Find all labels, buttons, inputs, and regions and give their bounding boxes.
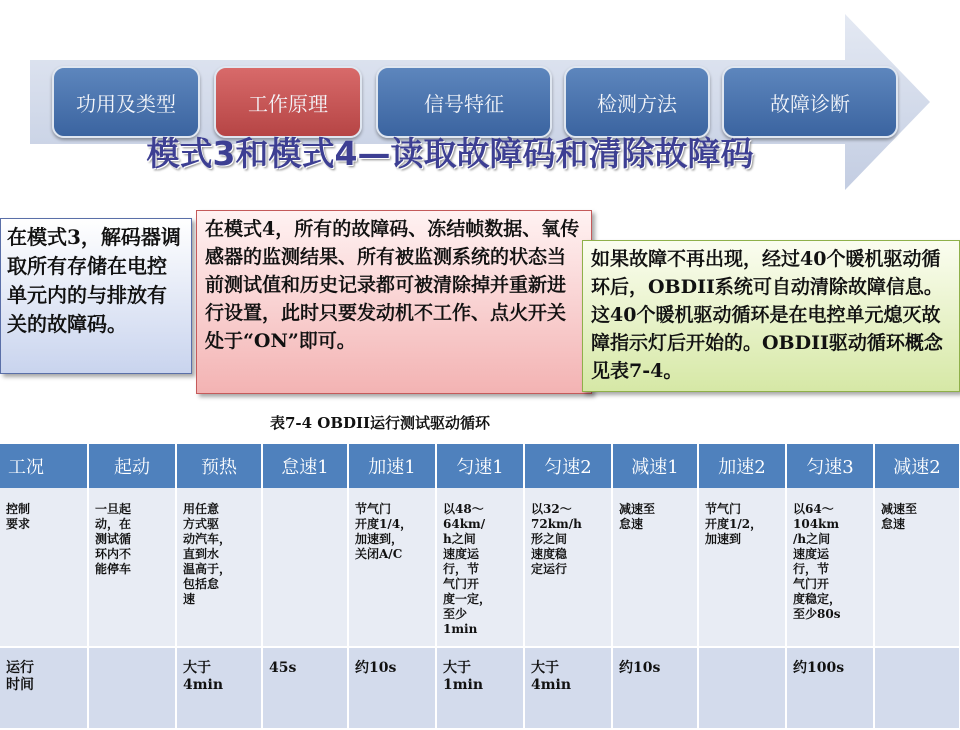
table-header-row [0,444,960,488]
note-mode3: 在模式3，解码器调取所有存储在电控单元内的与排放有关的故障码。 [0,218,192,374]
header-cell: 加速1 [348,444,436,488]
table-cell: 以64～ 104km /h之间 速度运 行，节 气门开 度稳定， 至少80s [786,488,874,647]
table-cell: 以48～ 64km/ h之间 速度运 行，节 气门开 度一定， 至少 1min [436,488,524,647]
header-cell: 匀速1 [436,444,524,488]
header-cell: 减速1 [612,444,698,488]
step-test-methods[interactable]: 检测方法 [564,66,710,138]
header-cell: 加速2 [698,444,786,488]
header-cell: 匀速2 [524,444,612,488]
table-cell [262,488,348,647]
table-caption: 表7-4 OBDII运行测试驱动循环 [269,414,491,432]
header-cell: 怠速1 [262,444,348,488]
header-cell: 匀速3 [786,444,874,488]
table-cell: 用任意 方式驱 动汽车， 直到水 温高于， 包括怠 速 [176,488,262,647]
table-row [0,488,960,647]
drive-cycle-table [0,444,960,730]
step-function-types[interactable]: 功用及类型 [52,66,200,138]
table-cell: 大于 1min [436,647,524,729]
table-cell: 一旦起 动，在 测试循 环内不 能停车 [88,488,176,647]
step-fault-diagnosis[interactable]: 故障诊断 [722,66,898,138]
table-cell: 大于 4min [176,647,262,729]
note-mode4: 在模式4，所有的故障码、冻结帧数据、氧传感器的监测结果、所有被监测系统的状态当前测试值和历史记录都可被清除掉并重新进行设置，此时只要发动机不工作、点火开关处于“ON”即可。 [196,210,592,394]
slide-title: 模式3和模式4—读取故障码和清除故障码 [146,134,754,173]
step-working-principle[interactable]: 工作原理 [214,66,362,138]
table-cell: 节气门 开度1/4， 加速到， 关闭A/C [348,488,436,647]
table-cell: 约10s [612,647,698,729]
table-cell [88,647,176,729]
note-auto-clear: 如果故障不再出现，经过40个暖机驱动循环后，OBDII系统可自动清除故障信息。这40个暖机驱动循环是在电控单元熄灭故障指示灯后开始的。OBDII驱动循环概念见表7-4。 [582,240,960,392]
table-cell: 节气门 开度1/2， 加速到 [698,488,786,647]
table-cell: 约100s [786,647,874,729]
header-cell: 工况 [0,444,88,488]
table-cell [698,647,786,729]
table-cell: 运行 时间 [0,647,88,729]
table-cell: 约10s [348,647,436,729]
step-navigation [52,66,902,138]
table-cell: 控制 要求 [0,488,88,647]
table-cell: 减速至 怠速 [612,488,698,647]
table-cell: 45s [262,647,348,729]
table-cell: 减速至 怠速 [874,488,960,647]
header-cell: 预热 [176,444,262,488]
step-signal-features[interactable]: 信号特征 [376,66,552,138]
table-cell: 以32～ 72km/h 形之间 速度稳 定运行 [524,488,612,647]
table-row [0,647,960,729]
table-cell: 大于 4min [524,647,612,729]
header-cell: 减速2 [874,444,960,488]
table-cell [874,647,960,729]
header-cell: 起动 [88,444,176,488]
